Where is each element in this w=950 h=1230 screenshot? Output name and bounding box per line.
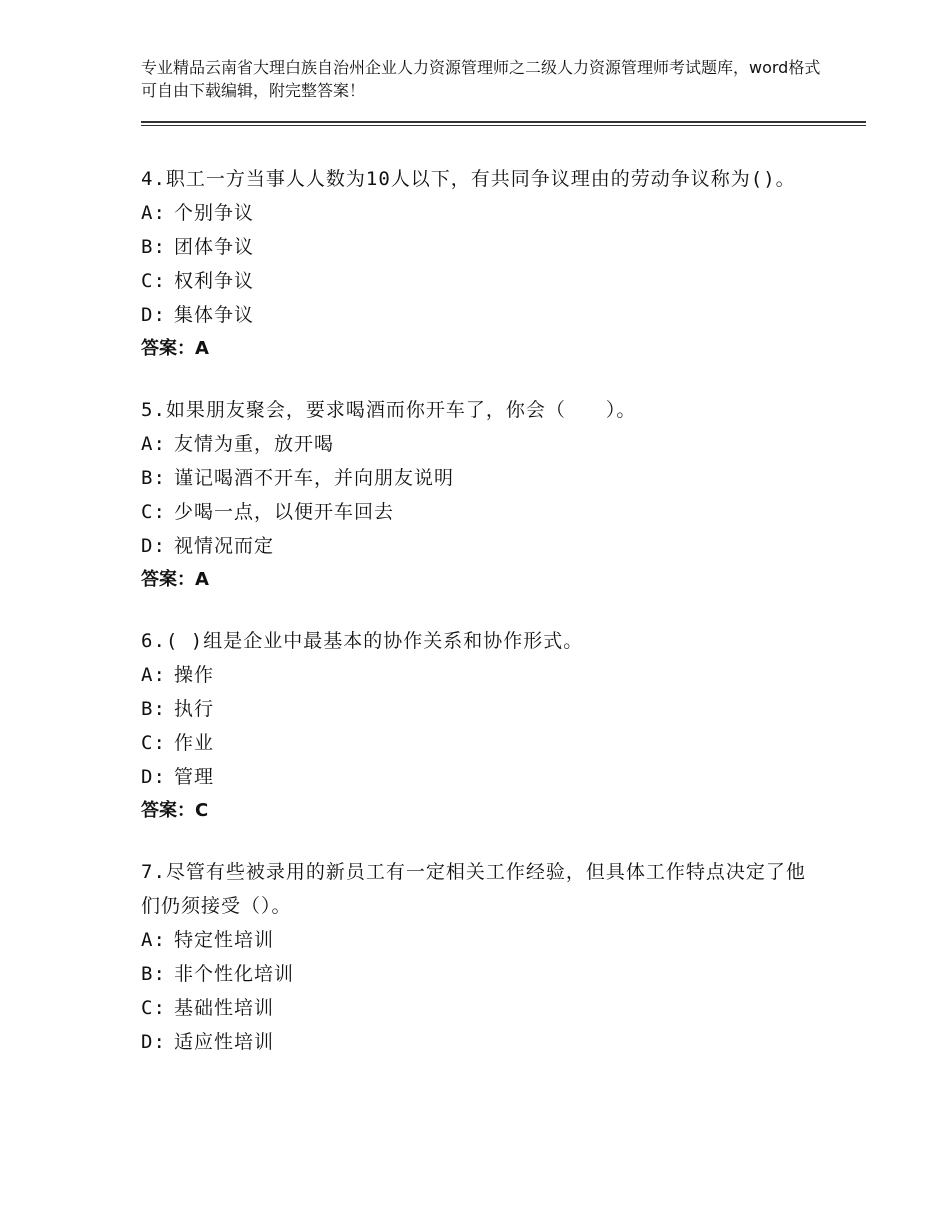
option-letter: B:	[141, 698, 166, 720]
answer-label: 答案：C	[141, 800, 209, 821]
option-d	[141, 298, 811, 332]
option-text: 权利争议	[174, 270, 255, 292]
option-b	[141, 692, 811, 726]
option-a	[141, 427, 811, 461]
question-stem: 7.尽管有些被录用的新员工有一定相关工作经验，但具体工作特点决定了他们仍须接受（）。	[141, 861, 806, 917]
header-divider	[141, 121, 866, 123]
option-text: 团体争议	[174, 236, 255, 258]
answer-label: 答案：A	[141, 338, 209, 359]
option-text: 个别争议	[174, 202, 255, 224]
option-a	[141, 658, 811, 692]
option-text: 特定性培训	[174, 929, 275, 951]
option-text: 集体争议	[174, 304, 255, 326]
option-c	[141, 495, 811, 529]
question-5	[141, 393, 811, 597]
option-letter: A:	[141, 202, 166, 224]
question-stem: 6.( )组是企业中最基本的协作关系和协作形式。	[141, 630, 584, 652]
header-divider-thin	[141, 125, 866, 126]
question-4	[141, 162, 811, 366]
option-letter: C:	[141, 270, 166, 292]
option-text: 适应性培训	[174, 1031, 275, 1053]
option-letter: C:	[141, 997, 166, 1019]
option-text: 谨记喝酒不开车，并向朋友说明	[174, 467, 455, 489]
option-d	[141, 1025, 811, 1059]
option-letter: C:	[141, 501, 166, 523]
option-b	[141, 461, 811, 495]
option-letter: B:	[141, 236, 166, 258]
option-text: 执行	[174, 698, 215, 720]
option-letter: B:	[141, 963, 166, 985]
question-stem: 4.职工一方当事人人数为10人以下，有共同争议理由的劳动争议称为()。	[141, 168, 796, 190]
option-text: 少喝一点，以便开车回去	[174, 501, 395, 523]
option-a	[141, 196, 811, 230]
option-letter: D:	[141, 535, 166, 557]
option-b	[141, 230, 811, 264]
option-letter: A:	[141, 664, 166, 686]
question-6	[141, 624, 811, 828]
option-letter: D:	[141, 766, 166, 788]
option-d	[141, 529, 811, 563]
question-7	[141, 855, 811, 1059]
option-text: 视情况而定	[174, 535, 275, 557]
option-c	[141, 726, 811, 760]
option-text: 友情为重，放开喝	[174, 433, 335, 455]
option-text: 作业	[174, 732, 215, 754]
option-letter: B:	[141, 467, 166, 489]
question-list	[141, 162, 811, 1086]
option-letter: C:	[141, 732, 166, 754]
option-text: 非个性化培训	[174, 963, 295, 985]
option-text: 管理	[174, 766, 215, 788]
option-letter: A:	[141, 929, 166, 951]
option-c	[141, 991, 811, 1025]
answer-label: 答案：A	[141, 569, 209, 590]
option-d	[141, 760, 811, 794]
question-stem: 5.如果朋友聚会，要求喝酒而你开车了，你会（ ）。	[141, 399, 637, 421]
option-a	[141, 923, 811, 957]
option-c	[141, 264, 811, 298]
option-b	[141, 957, 811, 991]
option-text: 基础性培训	[174, 997, 275, 1019]
option-letter: D:	[141, 1031, 166, 1053]
document-header-title: 专业精品云南省大理白族自治州企业人力资源管理师之二级人力资源管理师考试题库，word格式可自由下载编辑，附完整答案！	[141, 58, 821, 100]
option-letter: A:	[141, 433, 166, 455]
option-text: 操作	[174, 664, 215, 686]
option-letter: D:	[141, 304, 166, 326]
